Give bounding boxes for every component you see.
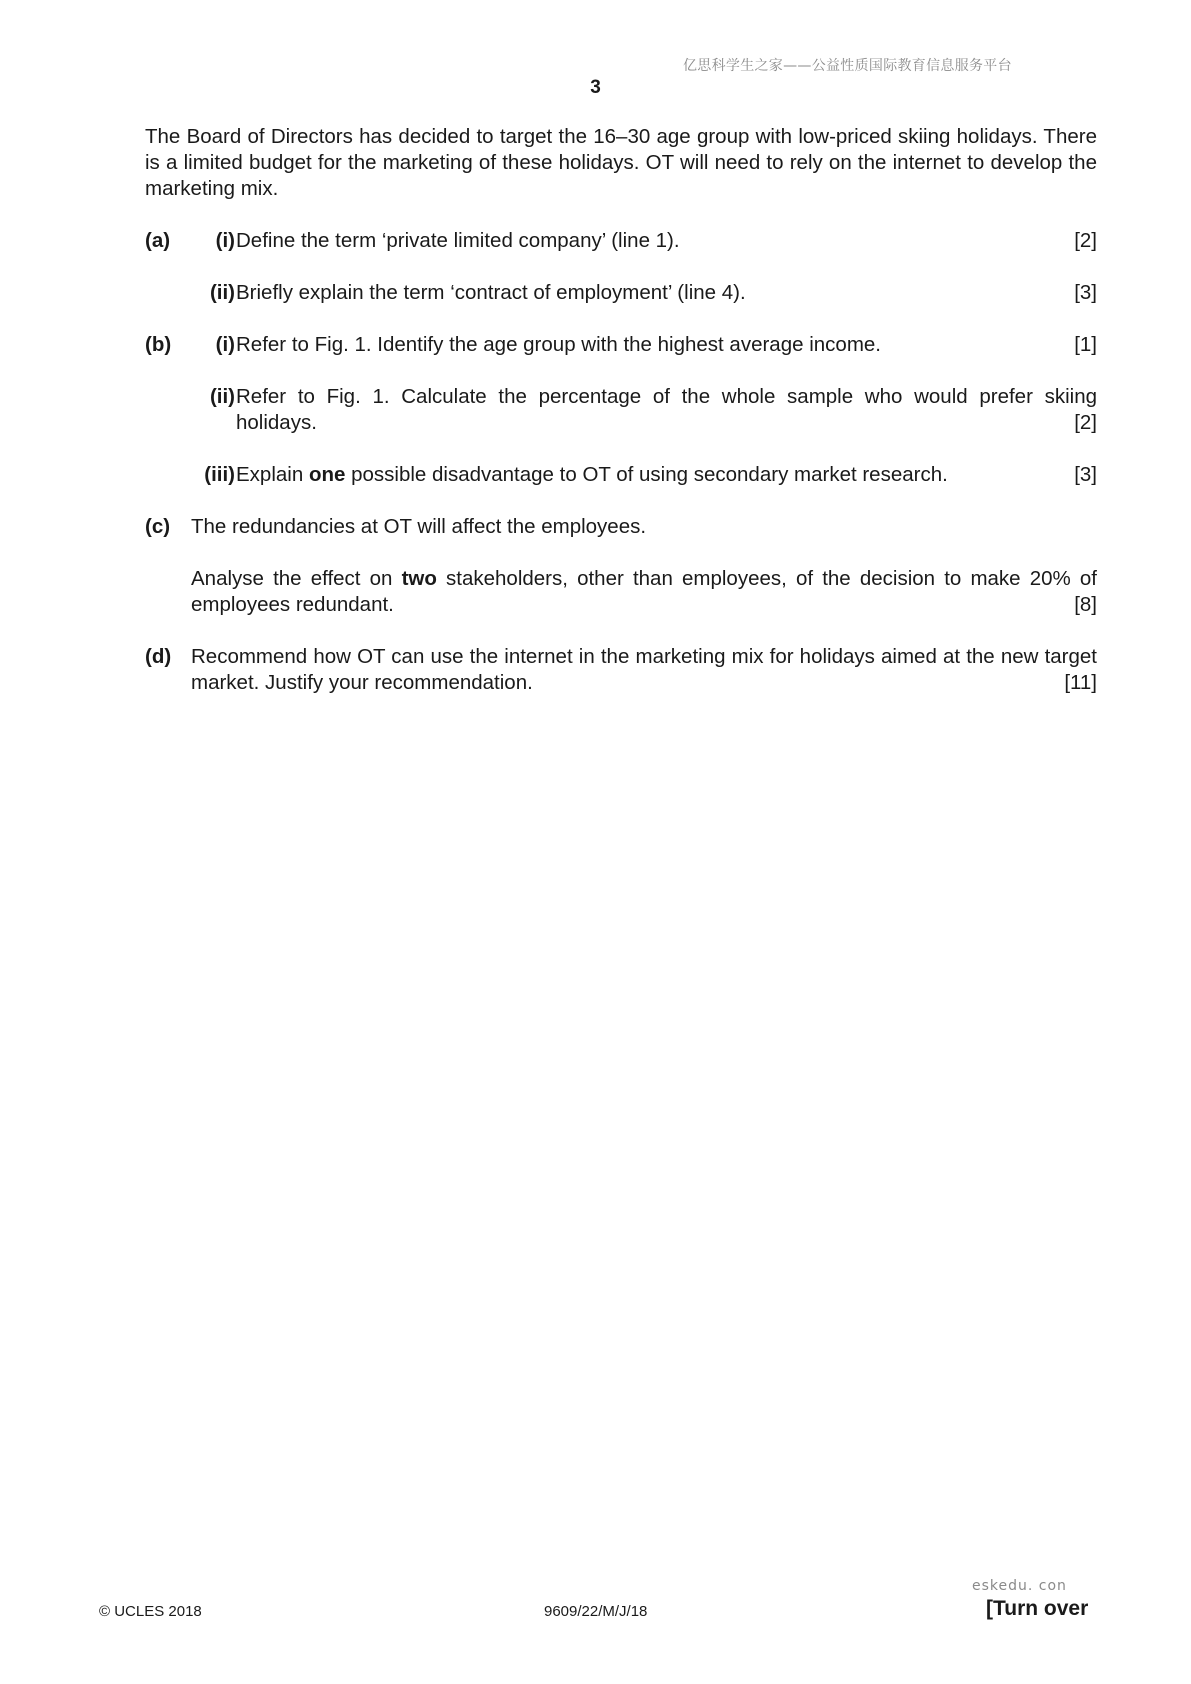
subquestion-label-iii: (iii) — [204, 463, 235, 486]
marks: [3] — [1074, 463, 1097, 486]
question-text: Refer to Fig. 1. Identify the age group with the highest average income. — [236, 333, 881, 356]
question-text: Define the term ‘private limited company’ (line 1). — [236, 229, 680, 252]
emphasis-word: one — [308, 463, 346, 486]
question-label-d: (d) — [145, 645, 172, 668]
question-d — [145, 644, 1097, 696]
turn-over-label: [Turn over — [986, 1597, 1089, 1620]
marks: [2] — [1074, 229, 1097, 252]
marks: [11] — [1064, 671, 1097, 694]
question-label-c: (c) — [145, 515, 171, 538]
subquestion-label-ii: (ii) — [209, 281, 235, 304]
question-text: Recommend how OT can use the internet in the marketing mix for holidays aimed at the new target market. Justify your recommendation. — [191, 645, 1097, 694]
footer-watermark: eskedu. con — [972, 1578, 1067, 1594]
question-c — [145, 514, 1097, 618]
subquestion-label-i: (i) — [215, 333, 235, 356]
question-text-before: Explain — [236, 463, 309, 486]
footer-copyright: © UCLES 2018 — [99, 1603, 202, 1620]
question-text: Briefly explain the term ‘contract of employment’ (line 4). — [236, 281, 746, 304]
marks: [1] — [1074, 333, 1097, 356]
question-b-iii — [145, 462, 1097, 488]
marks: [8] — [1074, 593, 1097, 616]
footer-paper-code: 9609/22/M/J/18 — [544, 1603, 648, 1620]
intro-paragraph: The Board of Directors has decided to target the 16–30 age group with low-priced skiing holidays. There is a limited budget for the marketing of these holidays. OT will need to rely on the internet to develop the marketing mix. — [145, 125, 1097, 200]
subquestion-label-ii: (ii) — [209, 385, 235, 408]
question-b-ii — [145, 384, 1097, 436]
question-b-i — [145, 332, 1097, 358]
page-content — [145, 124, 1097, 722]
emphasis-word: two — [401, 567, 437, 590]
question-text-after: stakeholders, other than employees, of the decision to make 20% of employees redundant. — [191, 567, 1097, 616]
header-watermark: 亿思科学生之家——公益性质国际教育信息服务平台 — [683, 58, 1012, 74]
question-a-i — [145, 228, 1097, 254]
question-a-ii — [145, 280, 1097, 306]
marks: [3] — [1074, 281, 1097, 304]
question-text-after: possible disadvantage to OT of using secondary market research. — [345, 463, 948, 486]
question-label-a: (a) — [145, 229, 171, 252]
page-number: 3 — [590, 77, 601, 98]
question-text-context: The redundancies at OT will affect the employees. — [191, 515, 647, 538]
question-label-b: (b) — [145, 333, 172, 356]
marks: [2] — [1074, 411, 1097, 434]
subquestion-label-i: (i) — [215, 229, 235, 252]
question-text-before: Analyse the effect on — [191, 567, 402, 590]
question-text: Refer to Fig. 1. Calculate the percentage of the whole sample who would prefer skiing holidays. — [236, 385, 1097, 434]
